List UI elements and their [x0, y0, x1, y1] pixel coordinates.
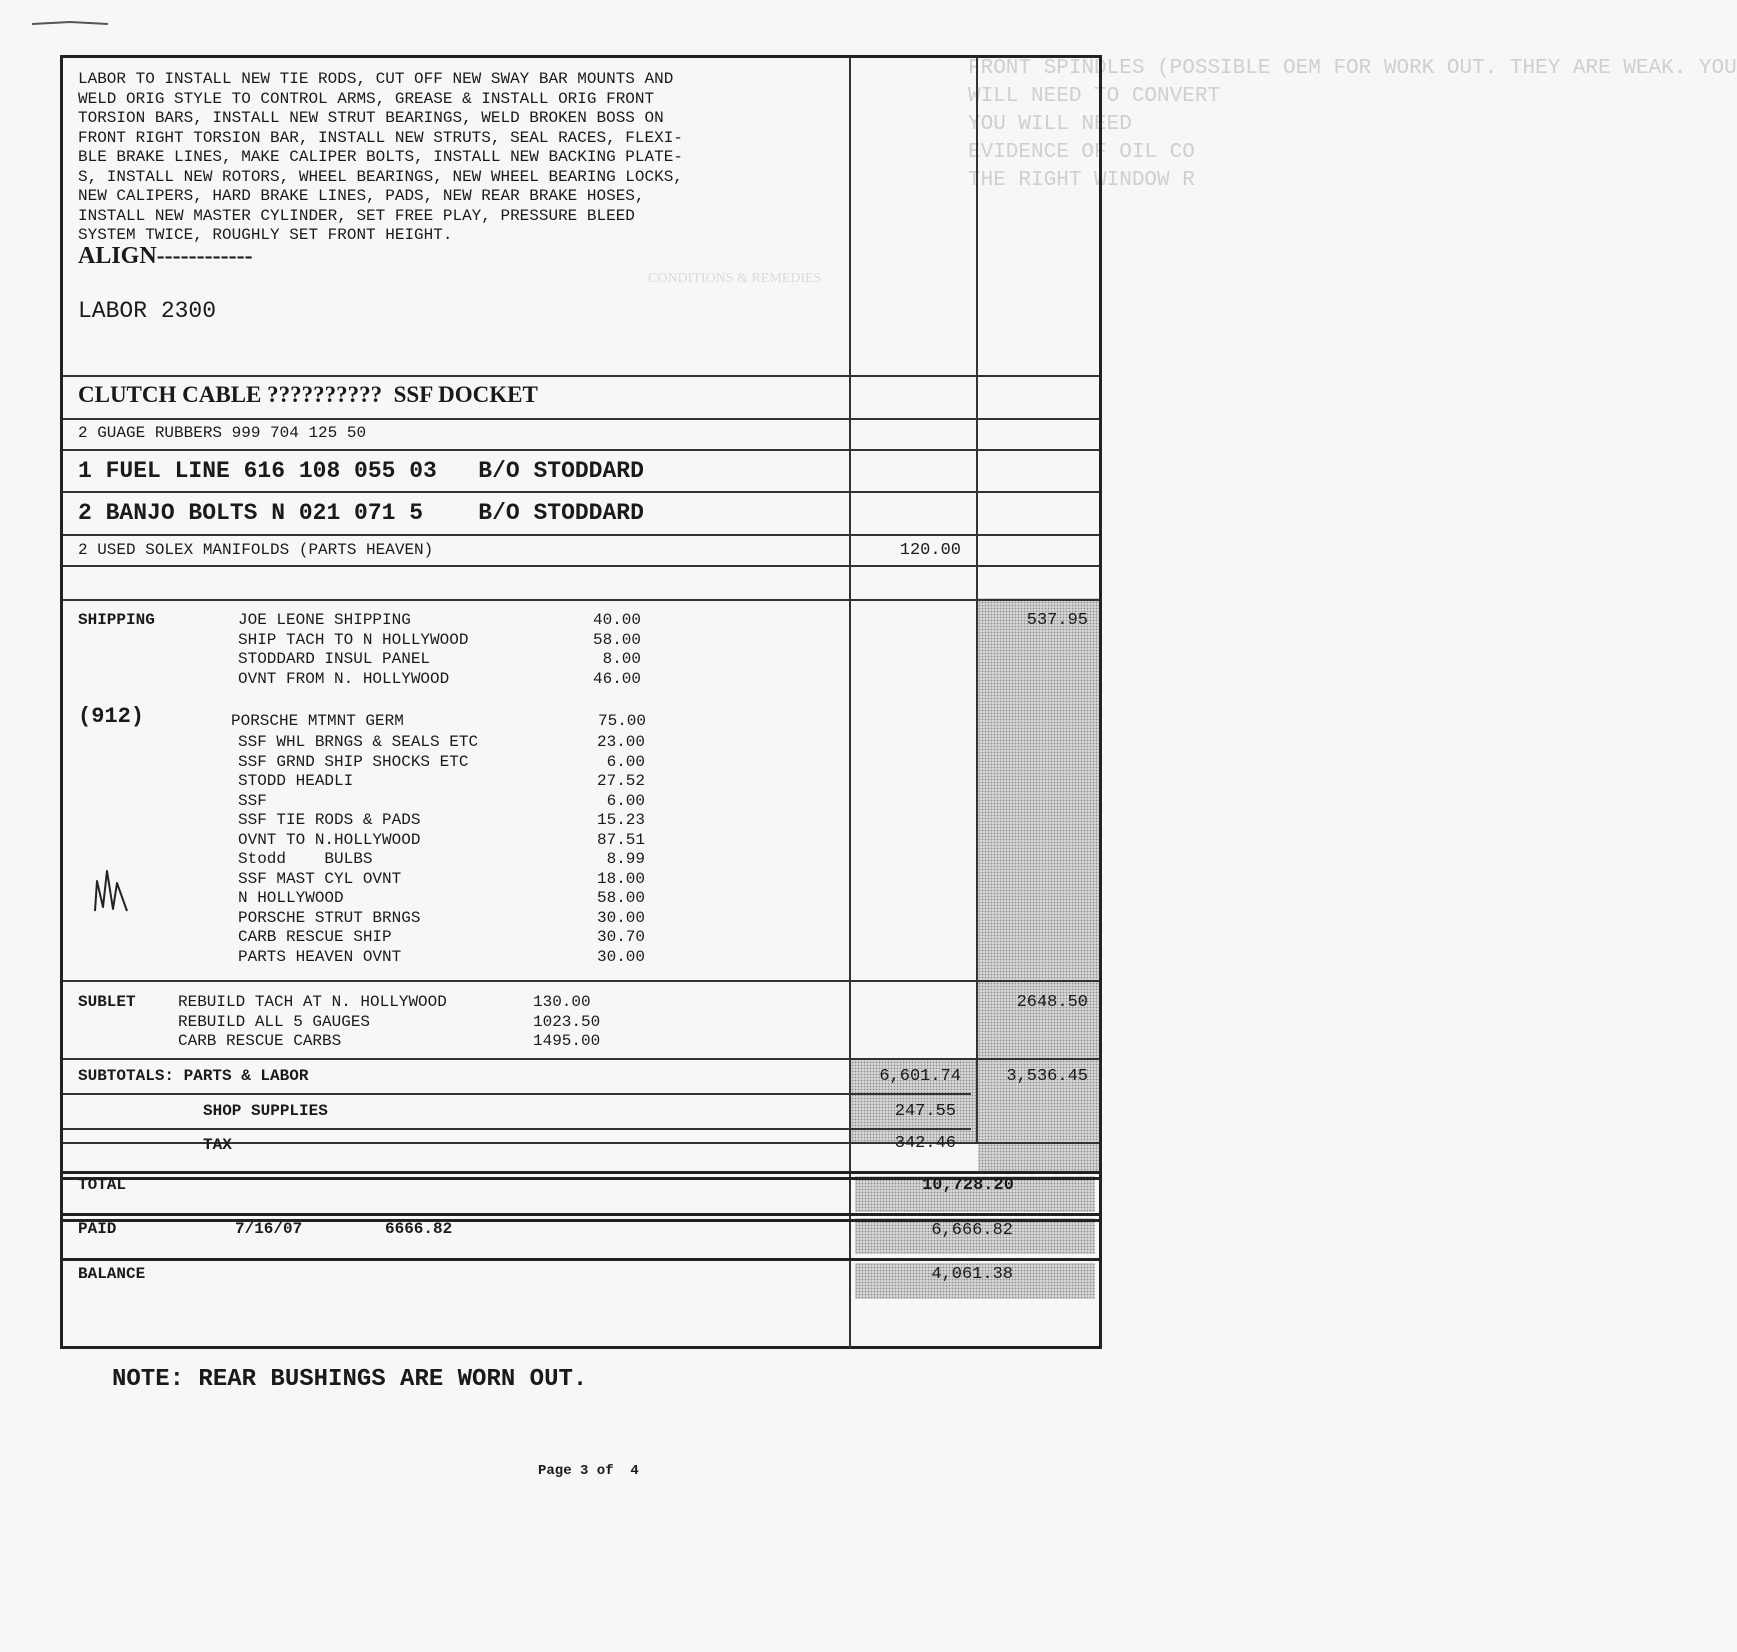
shipping-line-desc: SHIP TACH TO N HOLLYWOOD [238, 630, 469, 649]
shipping-line-desc: Stodd BULBS [238, 850, 373, 868]
shipping-line-desc: PARTS HEAVEN OVNT [238, 947, 402, 966]
shipping-line-desc: STODDARD INSUL PANEL [238, 650, 431, 668]
shop-supplies-label: SHOP SUPPLIES [203, 1102, 328, 1120]
row-divider [63, 418, 1099, 420]
shipping-line-desc: PORSCHE STRUT BRNGS [238, 908, 421, 927]
scan-mark [30, 18, 110, 28]
labor-line: SYSTEM TWICE, ROUGHLY SET FRONT HEIGHT. [78, 226, 453, 244]
shipping-line-amount: 30.70 [596, 928, 645, 946]
bleed-through-line: EVIDENCE OF OIL CO [968, 141, 1195, 164]
shipping-amounts [553, 733, 645, 967]
subtotal-parts: 6,601.74 [879, 1067, 961, 1086]
shipping-line-desc: OVNT TO N.HOLLYWOOD [238, 830, 421, 849]
total-amount: 10,728.20 [922, 1176, 1014, 1195]
labor-amount: LABOR 2300 [78, 298, 217, 324]
sublet-amounts [533, 993, 600, 1052]
shipping-line-amount: 6.00 [606, 791, 645, 810]
shipping-line-amount: 58.00 [592, 630, 641, 649]
shipping-line-amount: 30.00 [596, 947, 645, 966]
shipping-line-amount: 87.51 [596, 830, 645, 849]
shipping-line-desc: SSF GRND SHIP SHOCKS ETC [238, 752, 469, 771]
shipping-line-amount: 27.52 [596, 772, 645, 790]
sublet-line-desc: REBUILD TACH AT N. HOLLYWOOD [178, 993, 447, 1011]
shipping-line-desc: CARB RESCUE SHIP [238, 928, 392, 946]
tax-label: TAX [203, 1136, 232, 1154]
shop-supplies-amount: 247.55 [894, 1102, 956, 1121]
row-divider [63, 1213, 1099, 1216]
invoice-table [60, 55, 1102, 1349]
row-divider [63, 599, 1099, 601]
page-number: Page 3 of 4 [538, 1463, 639, 1479]
bleed-through-line: FRONT SPINDLES (POSSIBLE OEM FOR WORK OUT. THEY ARE WEAK. YOU [968, 57, 1737, 80]
shipping-line-desc: SSF MAST CYL OVNT [238, 869, 402, 888]
row-divider [63, 375, 1099, 377]
paid-amount: 6,666.82 [931, 1221, 1013, 1240]
labor-line: TORSION BARS, INSTALL NEW STRUT BEARINGS, WELD BROKEN BOSS ON [78, 109, 664, 127]
shipping-label: SHIPPING [78, 611, 155, 629]
row-divider [63, 980, 1099, 982]
row-divider [63, 491, 1099, 493]
labor-line: FRONT RIGHT TORSION BAR, INSTALL NEW STRUTS, SEAL RACES, FLEXI- [78, 128, 683, 147]
shipping-line-desc: SSF TIE RODS & PADS [238, 811, 421, 829]
shipping-line-amount: 8.00 [602, 650, 641, 668]
shipping-group-label: (912) [78, 704, 145, 729]
shipping-line-amount: 40.00 [592, 611, 641, 629]
item-row-text: 2 BANJO BOLTS N 021 071 5 B/O STODDARD [78, 500, 644, 526]
item-row-amount: 120.00 [899, 541, 961, 560]
shipping-descriptions [238, 733, 478, 967]
labor-line: BLE BRAKE LINES, MAKE CALIPER BOLTS, INSTALL NEW BACKING PLATE- [78, 148, 683, 166]
row-divider [63, 1171, 1099, 1174]
paid-amount-text: 6666.82 [385, 1220, 453, 1238]
shipping-line-desc: JOE LEONE SHIPPING [238, 611, 411, 629]
row-divider [63, 1058, 1099, 1060]
shipping-line-amount: 23.00 [596, 733, 645, 751]
balance-amount: 4,061.38 [931, 1265, 1013, 1284]
sublet-line-desc: REBUILD ALL 5 GAUGES [178, 1012, 371, 1031]
row-divider [63, 1258, 1099, 1261]
bleed-through-line: WILL NEED TO CONVERT [968, 85, 1221, 108]
balance-label: BALANCE [78, 1265, 146, 1283]
shaded-cell [978, 598, 1099, 1173]
sublet-line-desc: CARB RESCUE CARBS [178, 1032, 342, 1050]
shipping-total: 537.95 [1026, 611, 1088, 630]
paid-label: PAID [78, 1220, 117, 1238]
row-divider [63, 449, 1099, 451]
item-row-text: CLUTCH CABLE ?????????? SSF DOCKET [78, 382, 538, 407]
sublet-descriptions [178, 993, 447, 1052]
shipping-descriptions [238, 611, 468, 689]
bleed-through-line: THE RIGHT WINDOW R [968, 169, 1195, 192]
shipping-line-amount: 15.23 [596, 811, 645, 829]
shipping-line-desc: SSF WHL BRNGS & SEALS ETC [238, 733, 479, 751]
subtotals-label: SUBTOTALS: PARTS & LABOR [78, 1067, 309, 1085]
shipping-line-amount: 6.00 [606, 752, 645, 771]
shipping-amounts [553, 611, 641, 689]
shipping-line-amount: 46.00 [592, 669, 641, 688]
row-divider [63, 534, 1099, 536]
sublet-line-amount: 1023.50 [533, 1012, 601, 1031]
shipping-line-desc: N HOLLYWOOD [238, 889, 344, 907]
subtotal-labor: 3,536.45 [1006, 1067, 1088, 1086]
align-line: ALIGN------------ [78, 243, 253, 269]
bleed-through-line: YOU WILL NEED [968, 113, 1132, 136]
shipping-line-desc: SSF [238, 791, 267, 810]
shipping-line-desc: OVNT FROM N. HOLLYWOOD [238, 669, 450, 688]
labor-line: INSTALL NEW MASTER CYLINDER, SET FREE PLAY, PRESSURE BLEED [78, 206, 635, 225]
note: NOTE: REAR BUSHINGS ARE WORN OUT. [112, 1366, 588, 1393]
shipping-line-amount: 75.00 [597, 712, 646, 730]
sublet-line-amount: 130.00 [533, 993, 591, 1011]
shipping-line-desc: STODD HEADLI [238, 772, 354, 790]
sublet-line-amount: 1495.00 [533, 1032, 601, 1050]
total-label: TOTAL [78, 1176, 127, 1194]
row-divider [63, 1093, 971, 1095]
item-row-text: 2 GUAGE RUBBERS 999 704 125 50 [78, 424, 367, 442]
labor-description [78, 70, 683, 246]
column-divider [849, 58, 851, 1349]
shipping-line-amount: 30.00 [596, 908, 645, 927]
labor-line: NEW CALIPERS, HARD BRAKE LINES, PADS, NEW REAR BRAKE HOSES, [78, 187, 645, 205]
bleed-through-heading: CONDITIONS & REMEDIES [648, 271, 822, 286]
shipping-line-amount: 18.00 [596, 869, 645, 888]
sublet-label: SUBLET [78, 993, 136, 1011]
row-divider [63, 565, 1099, 567]
sublet-total: 2648.50 [1016, 993, 1088, 1012]
row-divider [63, 1128, 971, 1130]
tax-amount: 342.46 [894, 1134, 956, 1153]
shipping-line-desc: PORSCHE MTMNT GERM [231, 712, 404, 730]
labor-line: LABOR TO INSTALL NEW TIE RODS, CUT OFF NEW SWAY BAR MOUNTS AND [78, 70, 674, 88]
labor-line: S, INSTALL NEW ROTORS, WHEEL BEARINGS, NEW WHEEL BEARING LOCKS, [78, 167, 683, 186]
item-row-text: 1 FUEL LINE 616 108 055 03 B/O STODDARD [78, 458, 644, 484]
shipping-line-amount: 58.00 [596, 889, 645, 907]
shipping-line-amount: 8.99 [606, 850, 645, 868]
labor-line: WELD ORIG STYLE TO CONTROL ARMS, GREASE & INSTALL ORIG FRONT [78, 89, 655, 108]
item-row-text: 2 USED SOLEX MANIFOLDS (PARTS HEAVEN) [78, 541, 434, 559]
handwritten-initials [91, 863, 131, 913]
paid-date: 7/16/07 [235, 1220, 303, 1238]
